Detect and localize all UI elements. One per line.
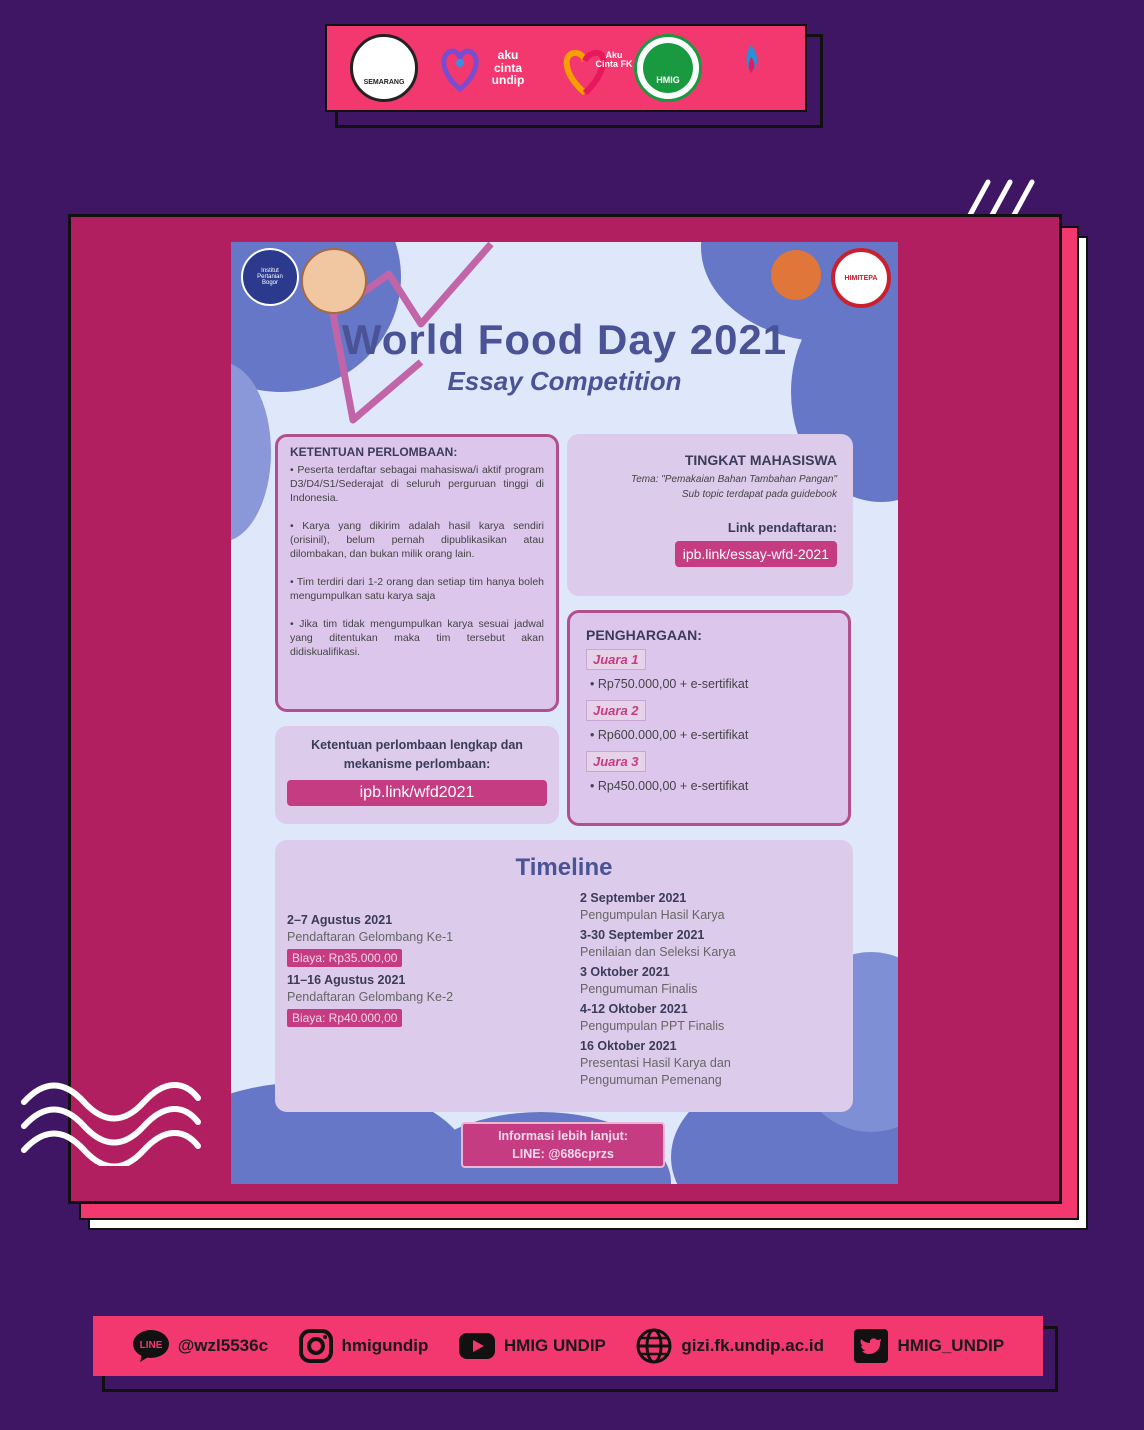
poster-title: World Food Day 2021: [341, 316, 788, 363]
info-line-1: Informasi lebih lanjut:: [498, 1129, 628, 1143]
footer-youtube-text: HMIG UNDIP: [503, 1336, 606, 1355]
twitter-icon: [853, 1328, 889, 1364]
ketentuan-link-box: [275, 726, 559, 824]
timeline-date: 16 Oktober 2021: [580, 1039, 677, 1053]
ketentuan-heading: KETENTUAN PERLOMBAAN:: [290, 445, 458, 459]
tingkat-link-label: Link pendaftaran:: [727, 520, 837, 535]
timeline-heading: Timeline: [515, 854, 613, 881]
timeline-box: [275, 840, 853, 1112]
timeline-desc: Pengumpulan PPT Finalis: [580, 1019, 725, 1033]
timeline-desc: Pendaftaran Gelombang Ke-2: [287, 990, 454, 1004]
footer-youtube[interactable]: [458, 1332, 606, 1360]
footer-line-text: @wzl5536c: [177, 1336, 269, 1355]
crescent-flame-icon: [720, 37, 782, 99]
penghargaan-heading: PENGHARGAAN:: [586, 627, 702, 643]
universitas-diponegoro-logo: [350, 34, 418, 102]
ketentuan-link-text: Ketentuan perlombaan lengkap dan mekanisme perlombaan:: [311, 738, 523, 771]
poster-subtitle: Essay Competition: [447, 366, 682, 396]
prize-row: [586, 751, 832, 793]
prize-value: • Rp600.000,00 + e-sertifikat: [590, 728, 749, 742]
biaya-badge: Biaya: Rp35.000,00: [287, 949, 402, 967]
tingkat-box: [567, 434, 853, 596]
prize-value: • Rp750.000,00 + e-sertifikat: [590, 677, 749, 691]
footer-bar: [93, 1316, 1043, 1376]
youtube-icon: [458, 1332, 496, 1360]
ketentuan-item-text: Tim terdiri dari 1-2 orang dan setiap tim hanya boleh mengumpulkan satu karya saja: [290, 576, 544, 602]
timeline-date: 2 September 2021: [580, 891, 687, 905]
timeline-date: 4-12 Oktober 2021: [580, 1002, 688, 1016]
prize-label: Juara 2: [586, 700, 646, 721]
ipb-logo: [241, 248, 299, 306]
timeline-desc: Pengumpulan Hasil Karya: [580, 908, 725, 922]
ketentuan-item: • Tim terdiri dari 1-2 orang dan setiap tim hanya boleh mengumpulkan satu karya saja: [290, 576, 544, 602]
penghargaan-box: [567, 610, 851, 826]
biaya-badge: Biaya: Rp40.000,00: [287, 1009, 402, 1027]
line-icon: [132, 1329, 170, 1363]
footer-web[interactable]: [635, 1327, 824, 1365]
logo-caption: SEMARANG: [363, 79, 405, 87]
timeline-date: 2–7 Agustus 2021: [287, 913, 393, 927]
himitepa-logo-text: HIMITEPA: [844, 274, 878, 282]
logo-caption: HMIG: [643, 43, 693, 93]
logo-bar: [325, 24, 807, 112]
logo-caption: Aku Cinta FK: [595, 50, 633, 70]
tingkat-heading: TINGKAT MAHASISWA: [684, 452, 837, 468]
ketentuan-item-text: Peserta terdaftar sebagai mahasiswa/i aktif program D3/D4/S1/Sederajat di seluruh perguruan tinggi di Indonesia.: [290, 464, 544, 504]
timeline-desc: Penilaian dan Seleksi Karya: [580, 945, 736, 959]
poster: [231, 242, 898, 1184]
timeline-left: [287, 912, 527, 1032]
footer-web-text: gizi.fk.undip.ac.id: [681, 1336, 824, 1355]
aku-cinta-fk-logo: [554, 37, 633, 99]
himitepa-logo: [831, 248, 891, 308]
timeline-date: 3 Oktober 2021: [580, 965, 670, 979]
prize-row: [586, 649, 832, 691]
instagram-icon: [298, 1328, 334, 1364]
ipb-logo-text: Institut Pertanian Bogor: [257, 268, 283, 286]
timeline-right: [580, 890, 780, 1089]
footer-instagram-text: hmigundip: [341, 1336, 429, 1355]
wave-lines-decoration: [18, 1080, 204, 1166]
prize-label: Juara 1: [586, 649, 646, 670]
footer-twitter[interactable]: [853, 1328, 1004, 1364]
globe-icon: [635, 1327, 673, 1365]
info-line-2: LINE: @686cprzs: [512, 1147, 614, 1161]
ketentuan-link[interactable]: ipb.link/wfd2021: [287, 780, 547, 806]
mascot-logo: [301, 248, 367, 314]
crescent-flame-logo: [720, 37, 782, 99]
timeline-desc: Presentasi Hasil Karya dan Pengumuman Pemenang: [580, 1056, 731, 1087]
logo-caption: aku cinta undip: [491, 48, 525, 88]
sport-figure-logo: [771, 250, 821, 300]
registration-link[interactable]: ipb.link/essay-wfd-2021: [675, 541, 837, 567]
prize-value: • Rp450.000,00 + e-sertifikat: [590, 779, 749, 793]
footer-line[interactable]: [132, 1329, 268, 1363]
footer-instagram[interactable]: [298, 1328, 429, 1364]
info-box: [461, 1122, 665, 1168]
footer-twitter-text: HMIG_UNDIP: [897, 1336, 1005, 1355]
ketentuan-item: • Karya yang dikirim adalah hasil karya sendiri (orisinil), belum pernah dipublikasikan atau dilombakan, dan bukan milik orang lain.: [290, 520, 545, 560]
ketentuan-item: • Jika tim tidak mengumpulkan karya sesuai jadwal yang ditentukan maka tim tersebut akan didiskualifikasi.: [290, 618, 544, 658]
timeline-date: 3-30 September 2021: [580, 928, 705, 942]
ketentuan-item-text: Karya yang dikirim adalah hasil karya sendiri (orisinil), belum pernah dipublikasikan atau dilombakan, dan bukan milik orang lain.: [290, 520, 545, 560]
ketentuan-box: [275, 434, 559, 712]
ketentuan-item-text: Jika tim tidak mengumpulkan karya sesuai jadwal yang ditentukan maka tim tersebut akan didiskualifikasi.: [290, 618, 544, 658]
timeline-desc: Pendaftaran Gelombang Ke-1: [287, 930, 454, 944]
hmig-logo: [634, 34, 702, 102]
svg-text:LINE: LINE: [139, 1340, 163, 1351]
prize-label: Juara 3: [586, 751, 646, 772]
tingkat-sub: Sub topic terdapat pada guidebook: [681, 489, 837, 500]
aku-cinta-undip-logo: [436, 37, 536, 99]
heart-figure-icon: [438, 43, 482, 93]
prize-row: [586, 700, 832, 742]
timeline-desc: Pengumuman Finalis: [580, 982, 698, 996]
timeline-date: 11–16 Agustus 2021: [287, 973, 406, 987]
tingkat-tema: Tema: "Pemakaian Bahan Tambahan Pangan": [631, 474, 837, 485]
ketentuan-item: • Peserta terdaftar sebagai mahasiswa/i aktif program D3/D4/S1/Sederajat di seluruh perguruan tinggi di Indonesia.: [290, 464, 544, 504]
